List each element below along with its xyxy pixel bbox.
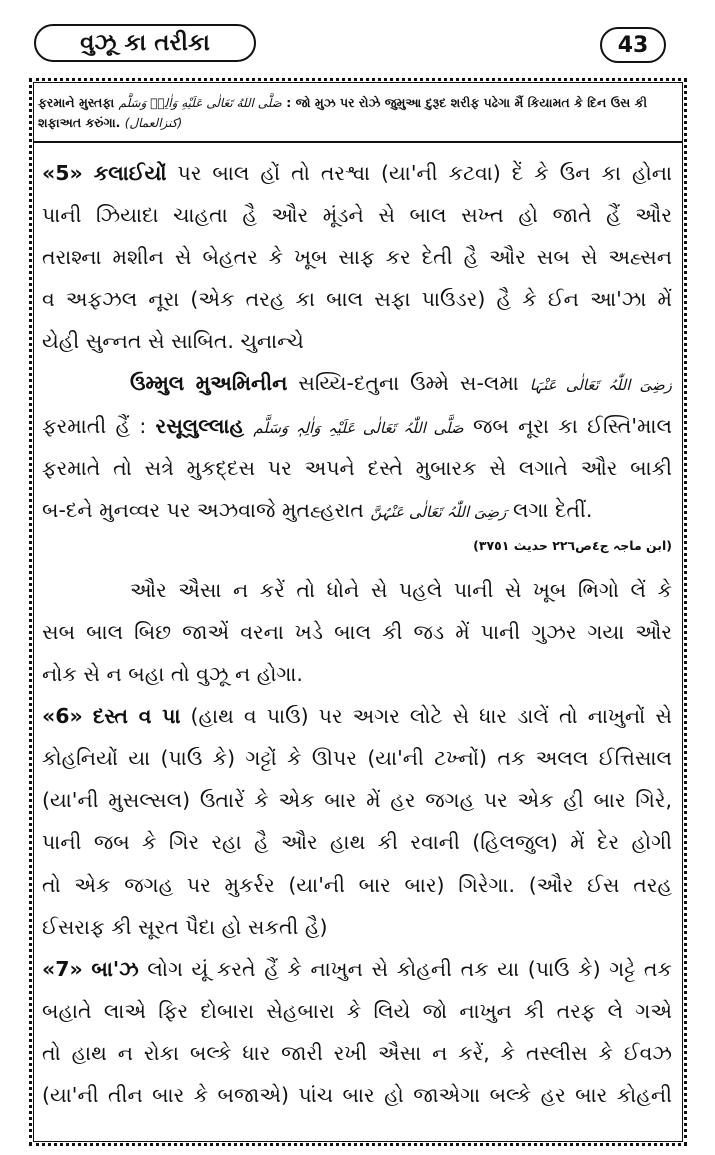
chapter-title: વુઝૂ કા તરીકા [34, 24, 256, 62]
p5-line-8: ફરમાતે તો સત્રે મુકદ્દસ પર અપને દસ્તે મુબારક સે લગાતે ઔર બાકી [42, 455, 672, 480]
p5-line-2: પાની ઝિયાદા ચાહતા હૈ ઔર મૂંડને સે બાલ સખ્ત હો જાતે હૈં ઔર [42, 203, 672, 228]
p7-line-4: (યા'ની તીન બાર કે બજાએ) પાંચ બાર હો જાએગા બલ્કે હર બાર કોહની [42, 1082, 672, 1107]
p5-keyword: કલાઈયોં [93, 161, 167, 185]
p5-umm-ul-muminin: ઉમ્મુલ મુઅમિનીન [130, 371, 288, 396]
p7-keyword: બા'ઝ [91, 956, 139, 981]
p7-text-1: લોગ યૂં કરતે હૈં કે નાખુન સે કોહની તક યા (પાઉ કે) ગટ્ટે તક [147, 956, 672, 981]
p5-line-5: યેહી સુન્નત સે સાબિત. ચુનાન્ચે [42, 329, 304, 354]
q-line-1: ઔર ઐસા ન કરેં તો ધોને સે પહલે પાની સે ખૂબ ભિગો લેં કે [130, 577, 672, 602]
hadith-salawat: صَلَّی اللهُ تَعَالٰی عَلَيْهِ وَاٰلِهٖ وَسَلَّم [118, 96, 282, 110]
hadith-label: ફરમાને મુસ્તફા [38, 95, 115, 110]
p6-text-1: (હાથ વ પાઉ) પર અગર લોટે સે ધાર ડાલેં તો નાખુનોં સે [190, 704, 672, 729]
p6-line-5: તો એક જગહ પર મુકર્રર (યા'ની બાર બાર) ગિરેગા. (ઔર ઈસ તરહ [42, 872, 672, 897]
p5-text-6: સય્યિ-દતુના ઉમ્મે સ-લમા [298, 371, 519, 396]
p5-rasulullah: રસૂલુલ્લાહ [155, 413, 245, 438]
p5-line-3: તરાશ્ના મશીન સે બેહતર કે ખૂબ સાફ કર દેતી હૈ ઔર સબ સે અહ્સન [42, 245, 672, 270]
p5-salawat: صَلَّی اللّٰہُ تَعَالٰی عَلَیْہِ وَاٰلِہٖ وَسَلَّم [253, 418, 464, 437]
hadith-source: (کنزالعمال) [124, 116, 183, 130]
p6-line-4: પાની જબ કે ગિર રહા હૈ ઔર હાથ કી રવાની (હિલજુલ) મેં દેર હોગી [42, 830, 672, 855]
p6-keyword: દસ્ત વ પા [92, 704, 181, 729]
q-line-3: નોક સે ન બહા તો વુઝૂ ન હોગા. [42, 662, 303, 687]
p6-line-2: કોહનિયોં યા (પાઉ કે) ગટ્ટોં કે ઊપર (યા'ની ટખ્નોં) તક અલલ ઈત્તિસાલ [42, 746, 672, 771]
p6-line-3: (યા'ની મુસલ્સલ) ઉતારેં કે એક બાર મેં હર જગહ પર એક હી બાર ગિરે, [42, 788, 672, 813]
p5-radiallahu-anhunna: رَضِیَ اللّٰہُ تَعَالٰی عَنْہُنَّ [370, 502, 507, 521]
hadith-line-2 [38, 113, 678, 133]
p5-text-7a: ફરમાતી હૈં : [42, 413, 147, 438]
p6-line-6: ઈસરાફ કી સૂરત પૈદા હો સકતી હૈ) [42, 914, 328, 939]
p5-line-1 [42, 152, 672, 194]
reference-ibn-majah: (ابن ماجہ ج٤ص٢٢٦ حديث ٣٧٥١) [473, 537, 672, 553]
hadith-banner [38, 93, 678, 133]
q-line-2: સબ બાલ બિછ જાએં વરના ખડે બાલ કી જડ મેં પાની ગુઝર ગયા ઔર [42, 619, 672, 644]
p5-radiallahu-anha: رَضِیَ اللّٰہُ تَعَالٰی عَنْہَا [529, 376, 672, 395]
point-number-5: «5» [42, 161, 83, 185]
p7-line-3: તો હાથ ન રોકા બલ્કે ધાર જારી રખી ઐસા ન કરેં, કે તસ્લીસ કે ઈવઝ [42, 1040, 672, 1065]
p5-line-9 [42, 489, 672, 531]
p7-line-2: બહાતે લાએ ફિર દોબારા સેહબારા કે લિયે જો નાખુન કી તરફ લે ગએ [42, 998, 672, 1023]
header-divider [34, 141, 682, 143]
p5-line-6 [42, 362, 672, 404]
page-number: 43 [600, 27, 666, 63]
p5-line-7 [42, 405, 672, 447]
p6-line-1 [42, 695, 672, 737]
p5-text-7b: જબ નૂરા કા ઈસ્તિ'માલ [473, 413, 672, 438]
p5-line-4: વ અફઝલ નૂરા (એક તરહ કા બાલ સફા પાઉડર) હૈ કે ઈન આ'ઝા મેં [42, 287, 672, 312]
body-text [42, 152, 672, 1116]
p5-text-9a: બ-દને મુનવ્વર પર અઝવાજે મુતહ્હરાત [42, 497, 364, 522]
point-number-6: «6» [42, 704, 83, 729]
p5-text-1: પર બાલ હોં તો તરશ્વા (યા'ની કટવા) દેં કે ઉન કા હોના [177, 161, 672, 185]
p5-text-9b: લગા દેતીં. [512, 497, 593, 522]
hadith-text-2: શફાઅત કરુંગા. [38, 115, 121, 130]
point-number-7: «7» [42, 956, 83, 981]
p7-line-1 [42, 948, 672, 990]
hadith-text-1: : જો મુઝ પર રોઝે જુમુઆ દુરૂદ શરીફ પઢેગા મૈં કિયામત કે દિન ઉસ કી [286, 95, 648, 110]
hadith-line-1 [38, 93, 678, 113]
